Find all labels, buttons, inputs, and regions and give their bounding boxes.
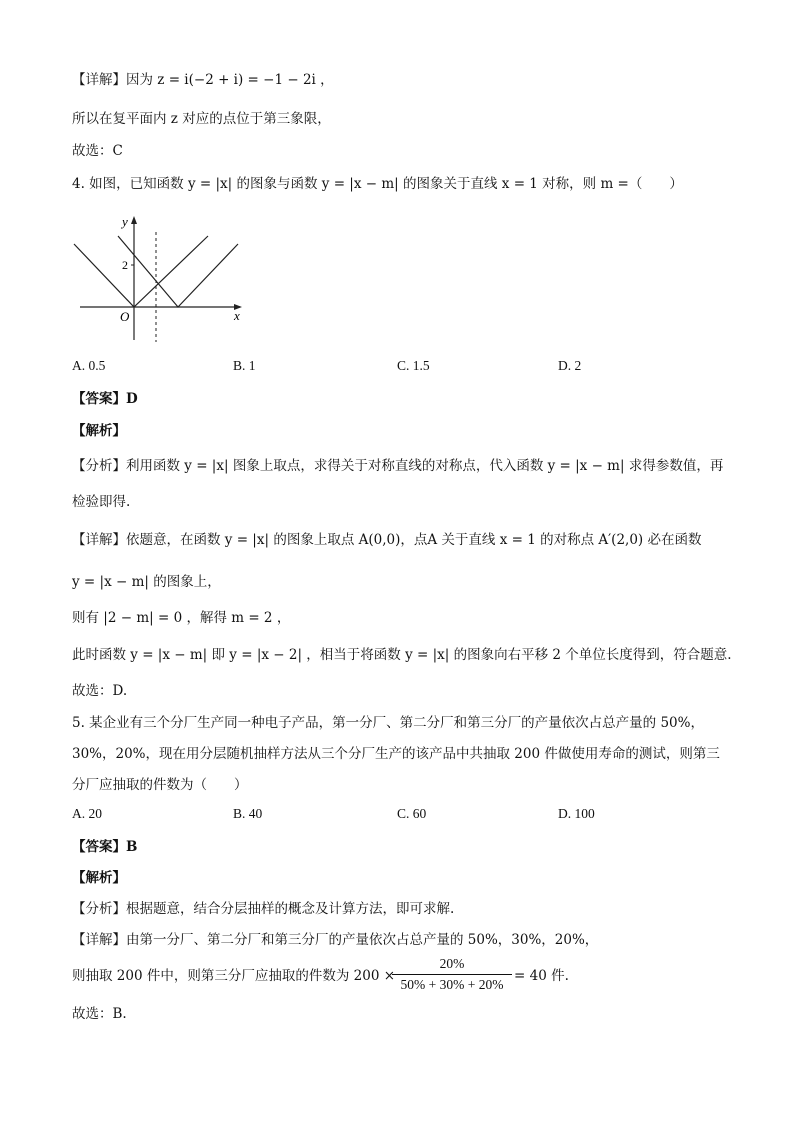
option-d: D. 2	[558, 358, 582, 373]
option5-d: D. 100	[558, 806, 595, 821]
fraction-denominator: 50% + 30% + 20%	[400, 977, 504, 992]
detail-5-line-3: 故选：B.	[72, 1006, 127, 1022]
answer-5: 【答案】B	[72, 839, 138, 855]
x-axis-label: x	[234, 308, 240, 323]
option-b: B. 1	[233, 358, 256, 373]
analysis-heading-5: 【解析】	[72, 870, 126, 886]
question-5-line-2: 30%，20%，现在用分层随机抽样方法从三个分厂生产的该产品中共抽取 200 件做使用寿命的测试，则第三	[72, 746, 720, 762]
option5-a: A. 20	[72, 806, 102, 821]
origin-label: O	[120, 309, 130, 324]
question-4: 4. 如图，已知函数 y = |x| 的图象与函数 y = |x − m| 的图象关于直线 x = 1 对称，则 m =（ ）	[72, 176, 683, 192]
y-axis-label: y	[122, 214, 128, 229]
detail-4-line-3: 则有 |2 − m| = 0 ，解得 m = 2 ，	[72, 610, 291, 626]
fraction	[392, 956, 512, 993]
detail-5-line-1: 【详解】由第一分厂、第二分厂和第三分厂的产量依次占总产量的 50%，30%，20%，	[72, 932, 599, 948]
option5-b: B. 40	[233, 806, 263, 821]
option-a: A. 0.5	[72, 358, 106, 373]
detail-line-1: 【详解】因为 z = i(−2 + i) = −1 − 2i ，	[72, 72, 334, 88]
graph-figure	[70, 210, 260, 345]
answer-4: 【答案】D	[72, 391, 138, 407]
y-tick-label: 2	[122, 258, 128, 272]
detail-4-line-4: 此时函数 y = |x − m| 即 y = |x − 2| ，相当于将函数 y = |x| 的图象向右平移 2 个单位长度得到，符合题意.	[72, 647, 732, 663]
question-5-line-3: 分厂应抽取的件数为（ ）	[72, 777, 248, 793]
detail-4-line-1: 【详解】依题意，在函数 y = |x| 的图象上取点 A(0,0)，点A 关于直线 x = 1 的对称点 A′(2,0) 必在函数	[72, 532, 702, 548]
y-axis-arrow	[131, 216, 137, 224]
detail-4-line-5: 故选：D.	[72, 683, 128, 699]
graph-abs-x-minus-m	[118, 236, 238, 307]
question-5-line-1: 5. 某企业有三个分厂生产同一种电子产品，第一分厂、第二分厂和第三分厂的产量依次占总产量的 50%，	[72, 715, 704, 731]
analysis-4-line-2: 检验即得.	[72, 494, 131, 510]
fraction-numerator: 20%	[392, 956, 512, 975]
option-c: C. 1.5	[397, 358, 430, 373]
choice-line: 故选：C	[72, 143, 123, 159]
detail-5-line-2-result: = 40 件.	[514, 968, 569, 984]
detail-line-2: 所以在复平面内 z 对应的点位于第三象限，	[72, 111, 331, 127]
detail-5-line-2: 则抽取 200 件中，则第三分厂应抽取的件数为 200 ×	[72, 968, 396, 984]
option5-c: C. 60	[397, 806, 427, 821]
analysis-5: 【分析】根据题意，结合分层抽样的概念及计算方法，即可求解.	[72, 901, 455, 917]
analysis-heading-4: 【解析】	[72, 423, 126, 439]
detail-4-line-2: y = |x − m| 的图象上，	[72, 574, 221, 590]
analysis-4-line-1: 【分析】利用函数 y = |x| 图象上取点，求得关于对称直线的对称点，代入函数 y = |x − m| 求得参数值，再	[72, 458, 724, 474]
